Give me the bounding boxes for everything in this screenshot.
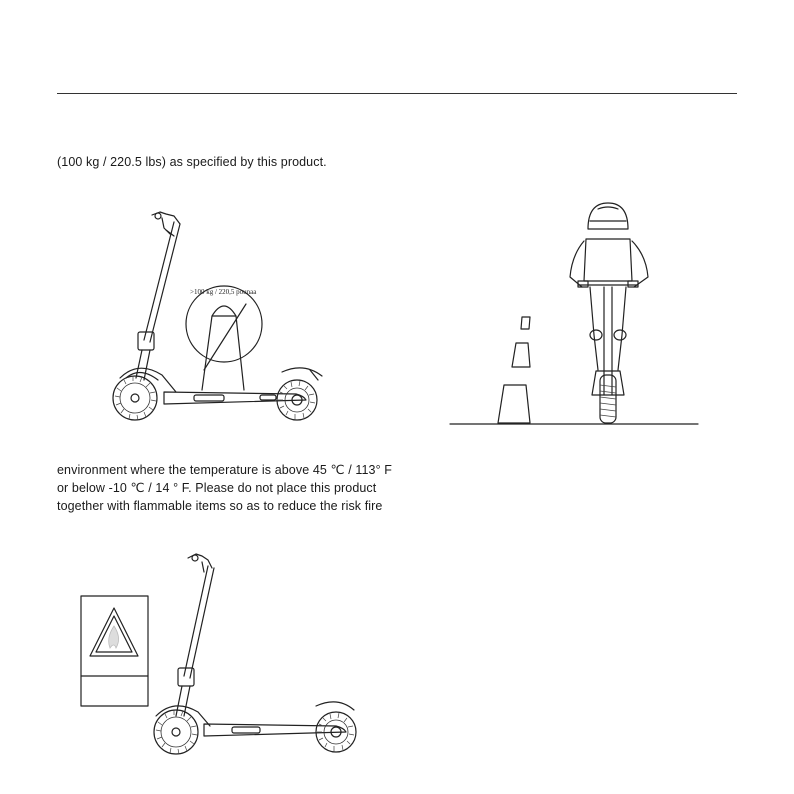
prohibited-overload-icon bbox=[186, 286, 262, 390]
load-limit-text: (100 kg / 220.5 lbs) as specified by this product. bbox=[57, 155, 327, 169]
traffic-cones-icon bbox=[498, 317, 530, 423]
overload-scooter-figure bbox=[100, 200, 340, 430]
scooter-side-icon bbox=[154, 554, 356, 754]
temperature-line-3: together with flammable items so as to reduce the risk fire bbox=[57, 499, 383, 513]
front-wheel-icon bbox=[113, 376, 157, 420]
scooter-wheel-icon bbox=[600, 375, 616, 423]
temperature-line-1: environment where the temperature is above 45 ℃ / 113° F bbox=[57, 463, 392, 477]
load-label: >100 kg / 220,5 pounaa bbox=[190, 288, 257, 296]
rider-front-figure bbox=[448, 195, 700, 430]
fire-warning-figure bbox=[78, 548, 378, 763]
temperature-warning-text bbox=[57, 461, 392, 515]
fire-warning-triangle-icon bbox=[81, 596, 148, 706]
helmet-icon bbox=[588, 203, 628, 229]
header-rule bbox=[57, 93, 737, 94]
temperature-line-2: or below -10 ℃ / 14 ° F. Please do not place this product bbox=[57, 481, 377, 495]
